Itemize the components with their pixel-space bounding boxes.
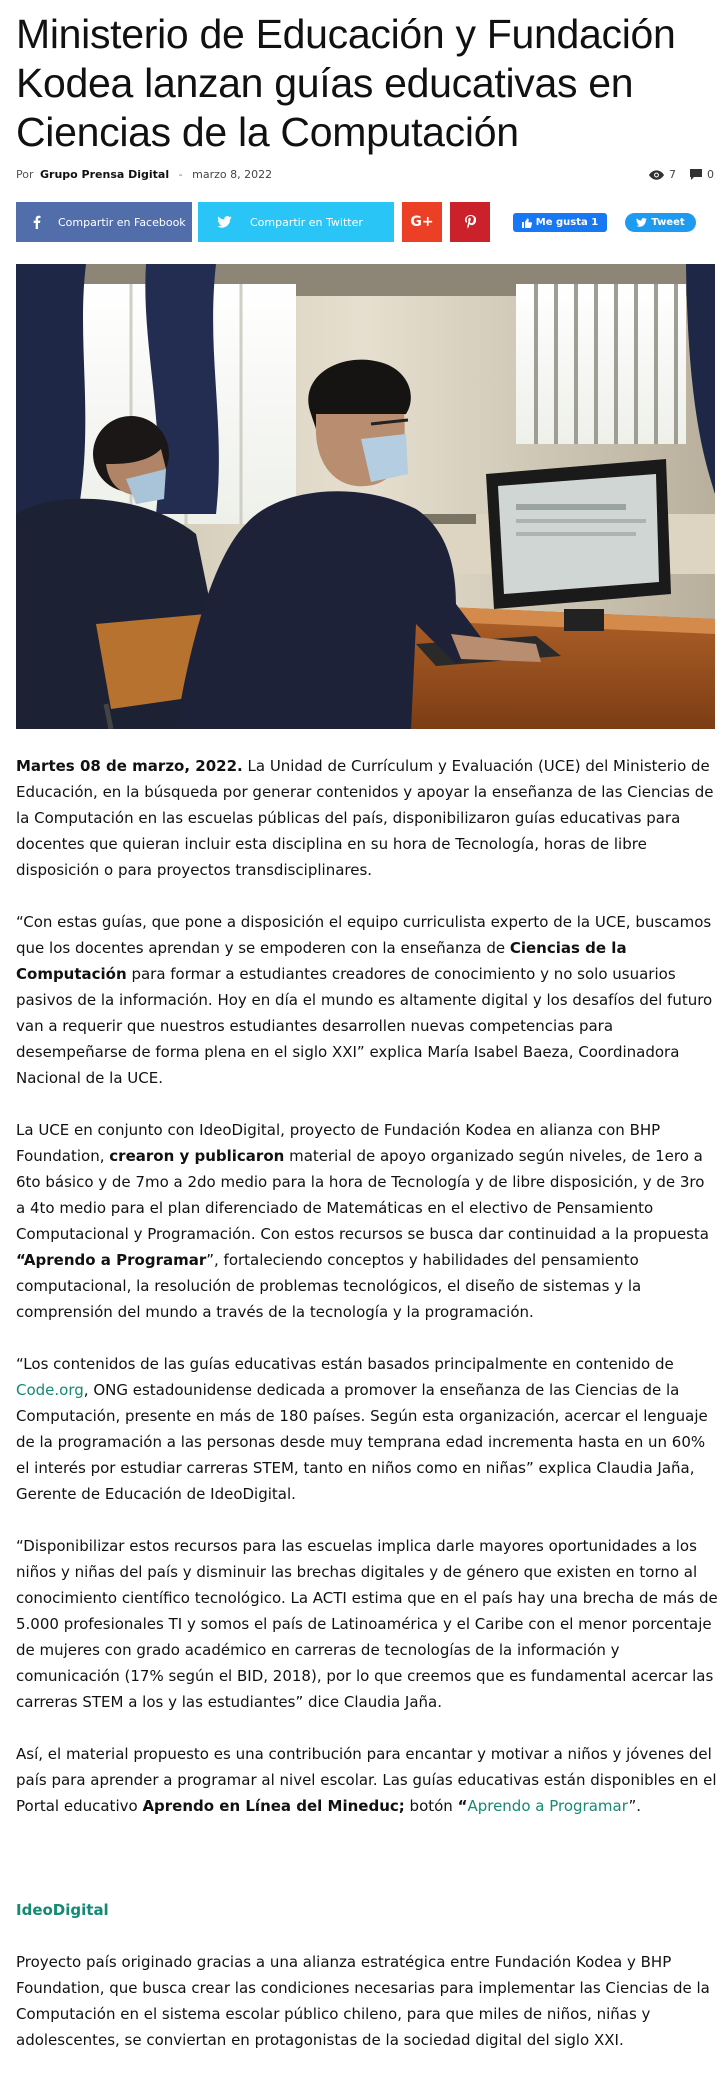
paragraph-2-c: para formar a estudiantes creadores de conocimiento y no solo usuarios pasivos de la información. Hoy en día el mundo es altamente digital y los desafíos del futuro van a requerir que nuestros estudiantes desarrollen nuevas competencias para desempeñarse de forma plena en el siglo XXI” explica María Isabel Baeza, Coordinadora Nacional de la UCE.	[16, 965, 713, 1087]
paragraph-3-bold-1: crearon y publicaron	[109, 1147, 285, 1165]
share-facebook-label: Compartir en Facebook	[58, 215, 186, 229]
thumbs-up-icon	[522, 218, 532, 228]
twitter-bird-icon	[636, 218, 647, 227]
paragraph-2	[16, 909, 718, 1091]
facebook-like-button[interactable]	[513, 213, 607, 232]
author-link[interactable]: Grupo Prensa Digital	[40, 168, 170, 181]
paragraph-6-e: ”.	[628, 1797, 642, 1815]
paragraph-4-b: , ONG estadounidense dedicada a promover la enseñanza de las Ciencias de la Computación, presente en más de 180 países. Según esta organización, acercar el lenguaje de la programación a las personas desde muy temprana edad incrementa hasta en un 60% el interés por estudiar carreras STEM, tanto en niños como en niñas” explica Claudia Jaña, Gerente de Educación de IdeoDigital.	[16, 1381, 708, 1503]
article-stats	[649, 168, 714, 181]
paragraph-1	[16, 753, 718, 883]
tweet-label: Tweet	[651, 217, 685, 228]
twitter-icon	[198, 216, 250, 228]
paragraph-6-quote-open: “	[457, 1797, 468, 1815]
views-value: 7	[669, 168, 676, 181]
share-bar	[16, 202, 716, 242]
aprendo-a-programar-link[interactable]: Aprendo a Programar	[467, 1797, 629, 1815]
paragraph-1-text: La Unidad de Currículum y Evaluación (UCE) del Ministerio de Educación, en la búsqueda por generar contenidos y apoyar la enseñanza de las Ciencias de la Computación en las escuelas públicas del país, disponibilizaron guías educativas para docentes que quieran incluir esta disciplina en su hora de Tecnología, horas de libre disposición o para proyectos transdisciplinares.	[16, 757, 714, 879]
paragraph-6-bold: Aprendo en Línea del Mineduc;	[142, 1797, 405, 1815]
paragraph-3-a: La UCE en conjunto con IdeoDigital, proyecto de Fundación Kodea en alianza con BHP Foundation,	[16, 1121, 661, 1165]
paragraph-6-c: botón	[404, 1797, 458, 1815]
article-title: Ministerio de Educación y Fundación Kodea lanzan guías educativas en Ciencias de la Computación	[16, 11, 676, 155]
comments-value: 0	[707, 168, 714, 181]
share-facebook-button[interactable]	[16, 202, 192, 242]
paragraph-7: Proyecto país originado gracias a una alianza estratégica entre Fundación Kodea y BHP Foundation, que busca crear las condiciones necesarias para implementar las Ciencias de la Computación en el sistema escolar público chileno, para que miles de niños, niñas y adolescentes, se conviertan en protagonistas de la sociedad digital del siglo XXI.	[16, 1953, 710, 2049]
by-label: Por	[16, 168, 34, 181]
facebook-icon	[16, 215, 58, 229]
tweet-button[interactable]	[625, 213, 696, 232]
paragraph-2-bold: Ciencias de la Computación	[16, 939, 627, 983]
paragraph-3	[16, 1117, 718, 1325]
article-hero-image	[16, 264, 715, 729]
section-subheading: IdeoDigital	[16, 1901, 109, 1919]
meta-separator: -	[178, 168, 183, 181]
paragraph-3-e: ”, fortaleciendo conceptos y habilidades del pensamiento computacional, la resolución de problemas tecnológicos, el diseño de sistemas y la comprensión del mundo a través de la tecnología y la programación.	[16, 1251, 642, 1321]
share-googleplus-button[interactable]	[402, 202, 442, 242]
paragraph-2-a: “Con estas guías, que pone a disposición el equipo curriculista experto de la UCE, buscamos que los docentes aprendan y se empoderen con la enseñanza de	[16, 913, 712, 957]
paragraph-4	[16, 1351, 718, 1507]
publish-date: marzo 8, 2022	[192, 168, 273, 181]
share-pinterest-button[interactable]	[450, 202, 490, 242]
eye-icon	[649, 170, 664, 180]
paragraph-3-c: material de apoyo organizado según niveles, de 1ero a 6to básico y de 7mo a 2do medio para la hora de Tecnología y de libre disposición, y de 3ro a 4to medio para el plan diferenciado de Matemáticas en el electivo de Pensamiento Computacional y Programación. Con estos recursos se busca dar continuidad a la propuesta	[16, 1147, 709, 1243]
paragraph-4-a: “Los contenidos de las guías educativas están basados principalmente en contenido de	[16, 1355, 674, 1373]
article-meta	[16, 168, 714, 186]
classroom-photo	[16, 264, 715, 729]
share-twitter-label: Compartir en Twitter	[250, 215, 363, 229]
pinterest-icon	[465, 215, 476, 230]
share-twitter-button[interactable]	[198, 202, 394, 242]
like-label: Me gusta 1	[535, 217, 599, 228]
googleplus-icon: G+	[410, 214, 434, 230]
comments-count[interactable]	[690, 168, 714, 181]
views-count	[649, 168, 676, 181]
paragraph-6-a: Así, el material propuesto es una contribución para encantar y motivar a niños y jóvenes del país para aprender a programar al nivel escolar. Las guías educativas están disponibles en el Portal educativo	[16, 1745, 717, 1815]
dateline: Martes 08 de marzo, 2022.	[16, 757, 243, 775]
code-org-link[interactable]: Code.org	[16, 1381, 84, 1399]
paragraph-5: “Disponibilizar estos recursos para las escuelas implica darle mayores oportunidades a los niños y niñas del país y disminuir las brechas digitales y de género que existen en torno al conocimiento científico tecnológico. La ACTI estima que en el país hay una brecha de más de 5.000 profesionales TI y somos el país de Latinoamérica y el Caribe con el menor porcentaje de mujeres con grado académico en carreras de tecnologías de la información y comunicación (17% según el BID, 2018), por lo que creemos que es fundamental acercar las carreras STEM a los y las estudiantes” dice Claudia Jaña.	[16, 1537, 718, 1711]
article-body	[16, 753, 718, 2079]
paragraph-6	[16, 1741, 718, 1819]
comment-icon	[690, 169, 702, 180]
paragraph-3-bold-2: “Aprendo a Programar	[16, 1251, 207, 1269]
